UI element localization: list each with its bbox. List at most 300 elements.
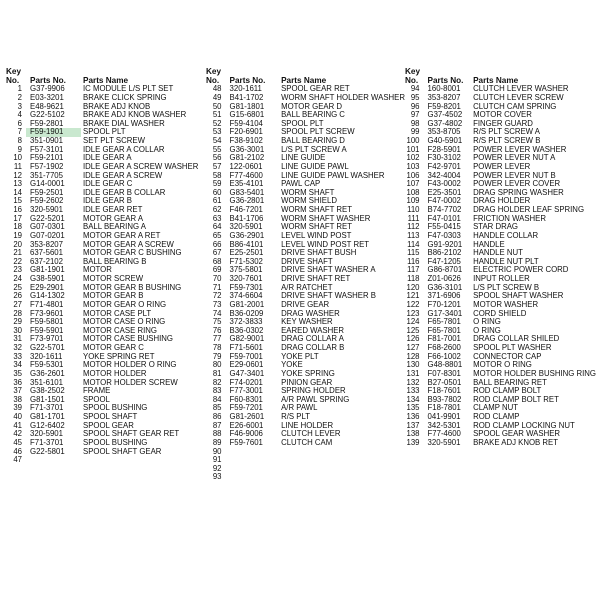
part-name: MOTOR GEAR B BUSHING	[83, 283, 182, 292]
key-no: 96	[410, 102, 420, 111]
key-no: 131	[406, 369, 420, 378]
table-row	[6, 137, 206, 146]
part-name: HANDLE COLLAR	[473, 231, 539, 240]
key-no: 21	[13, 249, 22, 258]
table-row	[206, 310, 405, 319]
parts-column-3	[405, 68, 596, 482]
key-no: 41	[13, 421, 22, 430]
part-no: F20-6901	[229, 128, 263, 137]
part-no: F18-7601	[427, 387, 461, 396]
part-no: B86-4101	[229, 240, 264, 249]
part-no	[226, 456, 280, 465]
table-row	[405, 223, 596, 232]
table-row	[6, 439, 206, 448]
key-header: Key	[206, 68, 222, 76]
key-no: 27	[13, 300, 22, 309]
part-no: F59-2602	[30, 197, 64, 206]
part-no: B41-1702	[229, 93, 264, 102]
part-no: G36-3001	[229, 145, 265, 154]
key-no: 57	[212, 162, 222, 171]
part-name: DRIVE SHAFT WASHER A	[281, 266, 376, 275]
part-no: G82-9001	[229, 335, 265, 344]
part-name: WORM SHAFT HOLDER WASHER	[281, 93, 405, 102]
part-no: 353-8207	[30, 240, 63, 249]
part-name: A/R PAWL	[281, 404, 318, 413]
key-no: 87	[212, 421, 222, 430]
part-no: G14-0001	[30, 180, 65, 189]
part-no: G81-1501	[30, 395, 65, 404]
part-name: MOTOR GEAR A SCREW	[83, 240, 174, 249]
part-name: MOTOR GEAR A	[83, 214, 144, 223]
part-name: POWER LEVER COVER	[473, 180, 561, 189]
part-name: MOTOR HOLDER BUSHING RING	[473, 369, 596, 378]
key-no: 61	[212, 197, 222, 206]
part-no: G22-5102	[30, 111, 65, 120]
table-row	[6, 232, 206, 241]
table-row	[405, 275, 596, 284]
part-no: G07-0301	[30, 223, 65, 232]
part-name: R/S PLT SCREW B	[473, 137, 541, 145]
part-name: LINE GUIDE PAWL	[281, 162, 349, 171]
part-no: F07-8301	[427, 369, 461, 378]
key-no: 74	[212, 309, 222, 318]
table-row	[206, 137, 405, 146]
key-no: 7	[17, 128, 22, 137]
key-no: 37	[13, 387, 22, 396]
key-no: 46	[13, 447, 22, 456]
table-row	[206, 215, 405, 224]
part-name: MOTOR	[83, 266, 112, 275]
key-no: 101	[406, 145, 420, 154]
parts-table-3	[405, 68, 596, 448]
table-row	[206, 396, 405, 405]
part-name: YOKE PLT	[281, 352, 319, 361]
table-row	[405, 361, 596, 370]
table-row	[405, 163, 596, 172]
table-row	[405, 335, 596, 344]
key-no: 13	[13, 180, 22, 189]
part-no: G47-3401	[229, 369, 265, 378]
table-row	[405, 404, 596, 413]
part-no: E25-3501	[427, 188, 462, 197]
part-no: 351-0901	[30, 137, 63, 145]
key-no: 123	[406, 309, 420, 318]
key-no: 4	[17, 111, 22, 120]
table-row	[206, 344, 405, 353]
part-name: IDLE GEAR B	[83, 197, 132, 206]
key-no-header: No.	[6, 76, 20, 85]
table-row	[206, 163, 405, 172]
key-no: 11	[13, 162, 22, 171]
key-no: 126	[406, 335, 420, 344]
table-row	[206, 361, 405, 370]
key-no: 35	[13, 369, 22, 378]
table-row	[206, 189, 405, 198]
part-no: F30-3102	[427, 154, 461, 163]
part-name: MOTOR GEAR B	[83, 292, 144, 301]
part-name	[279, 473, 405, 482]
key-no: 82	[212, 378, 222, 387]
part-name: HANDLE	[473, 240, 505, 249]
key-no: 102	[406, 154, 420, 163]
key-no: 77	[212, 335, 222, 344]
key-no: 23	[13, 266, 22, 275]
key-no: 86	[212, 413, 222, 421]
key-no: 54	[212, 137, 222, 145]
key-no: 29	[13, 318, 22, 327]
table-row	[405, 215, 596, 224]
key-no: 103	[406, 162, 420, 171]
part-name: EARED WASHER	[281, 326, 345, 335]
table-row	[6, 85, 206, 94]
part-no	[26, 456, 81, 465]
part-name	[279, 456, 405, 465]
table-row	[206, 379, 405, 388]
table-row	[6, 215, 206, 224]
key-no: 17	[13, 214, 22, 223]
key-no: 40	[13, 413, 22, 421]
table-row	[6, 103, 206, 112]
table-row	[405, 120, 596, 129]
part-name: MOTOR WASHER	[473, 300, 539, 309]
part-name: MOTOR HOLDER O RING	[83, 361, 177, 370]
part-name: L/S PLT SCREW B	[473, 283, 540, 292]
part-no: 320-1611	[229, 85, 262, 94]
table-row	[206, 128, 405, 137]
table-row	[405, 292, 596, 301]
key-no: 1	[17, 85, 22, 94]
key-no: 58	[212, 171, 222, 180]
part-name: DRAG COLLAR A	[281, 335, 344, 344]
key-no: 89	[212, 438, 222, 447]
key-no: 63	[212, 214, 222, 223]
table-row	[6, 258, 206, 267]
table-row	[206, 327, 405, 336]
part-no: F55-0415	[427, 223, 461, 232]
part-no: F60-8301	[229, 395, 263, 404]
header-row-1	[6, 68, 206, 77]
key-no: 137	[406, 421, 420, 430]
part-no: F59-2101	[30, 154, 64, 163]
part-no: 353-8705	[427, 128, 461, 137]
part-no: B93-7802	[427, 395, 462, 404]
part-name	[279, 448, 405, 457]
part-no: F47-1205	[427, 257, 461, 266]
part-no: G15-6801	[229, 111, 265, 120]
part-name: CLUTCH CAM SPRING	[473, 102, 557, 111]
part-name: DRAG COLLAR B	[281, 344, 345, 352]
key-no: 28	[13, 309, 22, 318]
part-no: 320-5901	[229, 223, 263, 232]
key-no: 113	[407, 231, 420, 240]
key-no: 127	[406, 344, 420, 352]
part-no: F66-1002	[427, 352, 461, 361]
part-no: G38-2502	[30, 387, 65, 396]
table-row	[405, 310, 596, 319]
part-no: F77-4600	[427, 430, 461, 439]
part-name: IDLE GEAR B COLLAR	[83, 188, 166, 197]
part-name: O RING	[473, 318, 501, 327]
part-name: BRAKE ADJ KNOB RET	[473, 438, 559, 447]
part-no: G07-0201	[30, 231, 65, 240]
table-row	[206, 404, 405, 413]
part-name: CONNECTOR CAP	[473, 352, 542, 361]
part-no: 351-7705	[30, 171, 63, 180]
table-row	[206, 154, 405, 163]
table-row	[206, 456, 405, 465]
part-no: 351-6101	[30, 378, 63, 387]
key-no: 24	[13, 275, 22, 283]
part-name: SET PLT SCREW	[83, 137, 145, 145]
part-no: G48-8801	[427, 361, 463, 370]
key-no: 70	[212, 275, 222, 283]
part-no-header: Parts No.	[427, 76, 464, 85]
part-no: F77-3001	[229, 387, 263, 396]
part-name: SPOOL SHAFT WASHER	[473, 292, 564, 301]
key-no: 121	[406, 292, 420, 301]
part-name: POWER LEVER NUT B	[473, 171, 556, 180]
table-row	[206, 172, 405, 181]
part-no-header: Parts No.	[229, 76, 266, 85]
part-name: CLUTCH LEVER WASHER	[473, 85, 569, 94]
part-no: F59-7301	[229, 283, 263, 292]
part-no: F71-4801	[30, 300, 64, 309]
table-row	[6, 310, 206, 319]
part-name: DRAG HOLDER LEAF SPRING	[473, 206, 585, 214]
part-name: LEVEL WIND POST RET	[281, 240, 370, 249]
part-name: DRIVE SHAFT WASHER B	[281, 292, 376, 301]
part-no: 320-5901	[30, 430, 63, 439]
part-name: BALL BEARING A	[83, 223, 146, 232]
table-row	[405, 172, 596, 181]
key-no: 90	[212, 447, 222, 456]
table-row	[6, 456, 206, 465]
table-row	[405, 266, 596, 275]
part-no: 320-5901	[427, 438, 461, 447]
table-row	[206, 465, 405, 474]
table-row	[206, 111, 405, 120]
part-no: F47-0002	[427, 197, 461, 206]
key-no: 88	[212, 430, 222, 439]
part-no: F71-3701	[30, 404, 64, 413]
table-row	[206, 301, 405, 310]
part-no: F46-9006	[229, 430, 263, 439]
key-no: 133	[406, 387, 420, 396]
key-no: 100	[406, 137, 420, 145]
key-no: 67	[212, 249, 222, 258]
part-no: F71-3701	[30, 438, 64, 447]
part-no: F59-2501	[30, 188, 64, 197]
parts-list	[6, 68, 596, 482]
part-no: G37-9906	[30, 85, 65, 94]
table-row	[206, 430, 405, 439]
table-row	[206, 284, 405, 293]
table-row	[405, 301, 596, 310]
part-name: MOTOR GEAR C	[83, 344, 144, 352]
key-header: Key	[405, 68, 421, 76]
part-no: 320-1611	[30, 352, 63, 361]
key-no: 120	[406, 283, 420, 292]
key-no: 72	[212, 292, 222, 301]
part-no: F77-4600	[229, 171, 263, 180]
part-name: DRIVE SHAFT BUSH	[281, 249, 357, 258]
table-row	[6, 163, 206, 172]
table-row	[206, 120, 405, 129]
key-no: 38	[13, 395, 22, 404]
part-name: ELECTRIC POWER CORD	[473, 266, 569, 275]
part-name: FINGER GUARD	[473, 119, 533, 128]
key-no: 62	[212, 206, 222, 214]
key-no: 68	[212, 257, 222, 266]
part-name-header: Parts Name	[83, 76, 129, 85]
table-row	[405, 241, 596, 250]
key-no: 32	[13, 344, 22, 352]
table-row	[6, 249, 206, 258]
part-name: DRIVE SHAFT RET	[281, 275, 351, 283]
key-no: 139	[406, 438, 420, 447]
key-no: 80	[212, 361, 222, 370]
key-no: 34	[13, 361, 22, 370]
part-no: 160-8001	[427, 85, 461, 94]
table-row	[6, 448, 206, 457]
table-row	[405, 396, 596, 405]
part-name: SPOOL PLT	[281, 119, 324, 128]
part-name	[279, 465, 405, 474]
part-no: F59-7201	[229, 404, 263, 413]
key-no: 99	[410, 128, 420, 137]
part-name: MOTOR CASE PLT	[83, 309, 152, 318]
part-no: G40-5901	[427, 137, 463, 145]
part-no: G36-3101	[427, 283, 463, 292]
part-no: F43-0002	[427, 180, 461, 189]
header-row-1	[405, 68, 596, 77]
part-name: ROD CLAMP LOCKING NUT	[473, 421, 575, 430]
part-name: WORM SHAFT RET	[281, 223, 352, 232]
part-no: G36-2801	[229, 197, 265, 206]
table-row	[206, 318, 405, 327]
table-row	[405, 284, 596, 293]
part-no: F65-7801	[427, 318, 461, 327]
part-no: F57-3101	[30, 145, 64, 154]
key-no: 135	[406, 404, 420, 413]
table-row	[6, 284, 206, 293]
part-no: G86-8701	[427, 266, 463, 275]
part-name: DRIVE GEAR	[281, 300, 330, 309]
key-no: 52	[212, 119, 222, 128]
part-no: F74-0201	[229, 378, 263, 387]
part-no: F59-4104	[229, 119, 263, 128]
table-row	[6, 422, 206, 431]
table-row	[405, 206, 596, 215]
part-no: G12-6402	[30, 421, 65, 430]
table-row	[405, 154, 596, 163]
part-name: CLUTCH LEVER SCREW	[473, 93, 564, 102]
part-no: F59-5301	[30, 361, 64, 370]
key-no: 94	[410, 85, 420, 94]
part-no: F59-2801	[30, 119, 64, 128]
table-row	[6, 206, 206, 215]
key-no: 45	[13, 438, 22, 447]
table-row	[206, 473, 405, 482]
part-no: E03-3201	[30, 93, 64, 102]
key-header: Key	[6, 68, 22, 76]
key-no: 114	[407, 240, 420, 249]
table-row	[405, 430, 596, 439]
table-row	[206, 448, 405, 457]
key-no: 69	[212, 266, 222, 275]
part-no: 353-8207	[427, 93, 461, 102]
part-name: LEVEL WIND POST	[281, 231, 352, 240]
part-no: F70-1201	[427, 300, 461, 309]
table-row	[6, 404, 206, 413]
table-row	[206, 146, 405, 155]
part-name: BALL BEARING RET	[473, 378, 547, 387]
part-no: B36-0302	[229, 326, 264, 335]
table-row	[6, 154, 206, 163]
key-no: 39	[13, 404, 22, 413]
part-no: Z01-0626	[427, 275, 461, 283]
key-no: 138	[406, 430, 420, 439]
part-name: IDLE GEAR A SCREW WASHER	[83, 162, 199, 171]
part-name: BALL BEARING D	[281, 137, 345, 145]
key-no: 42	[13, 430, 22, 439]
part-name: DRAG WASHER	[281, 309, 340, 318]
key-no: 83	[212, 387, 222, 396]
table-row	[206, 275, 405, 284]
part-no: B36-0209	[229, 309, 264, 318]
key-no: 15	[13, 197, 22, 206]
key-no: 76	[212, 326, 222, 335]
table-row	[206, 292, 405, 301]
part-no: F28-5901	[427, 145, 461, 154]
part-no: G81-1801	[229, 102, 265, 111]
part-no: 342-5301	[427, 421, 461, 430]
part-name: HANDLE NUT	[473, 249, 523, 258]
part-no: G83-5401	[229, 188, 265, 197]
key-no: 65	[212, 231, 222, 240]
part-no: G14-1302	[30, 292, 65, 301]
part-name: IDLE GEAR A COLLAR	[83, 145, 165, 154]
key-no: 25	[13, 283, 22, 292]
table-row	[6, 387, 206, 396]
part-name: WORM SHIELD	[281, 197, 337, 206]
key-no: 56	[212, 154, 222, 163]
key-no-header: No.	[405, 76, 419, 85]
part-name: DRAG HOLDER	[473, 197, 531, 206]
key-no: 66	[212, 240, 222, 249]
key-no: 30	[13, 326, 22, 335]
part-no: E35-4101	[229, 180, 264, 189]
part-no: 320-5901	[30, 206, 63, 214]
header-row-2	[206, 77, 405, 86]
key-no: 122	[406, 300, 420, 309]
key-no: 81	[212, 369, 222, 378]
part-name: MOTOR GEAR D	[281, 102, 343, 111]
part-name: MOTOR CASE RING	[83, 326, 157, 335]
table-row	[6, 361, 206, 370]
header-row-2	[405, 77, 596, 86]
table-row	[405, 232, 596, 241]
table-row	[6, 301, 206, 310]
part-name: SPOOL GEAR WASHER	[473, 430, 561, 439]
part-no	[226, 448, 280, 457]
part-no: G36-2901	[229, 231, 265, 240]
table-row	[6, 189, 206, 198]
part-name: SPOOL SHAFT GEAR RET	[83, 430, 180, 439]
part-name: ROD CLAMP BOLT	[473, 387, 542, 396]
part-name-header: Parts Name	[281, 76, 327, 85]
part-no: E26-6001	[229, 421, 264, 430]
